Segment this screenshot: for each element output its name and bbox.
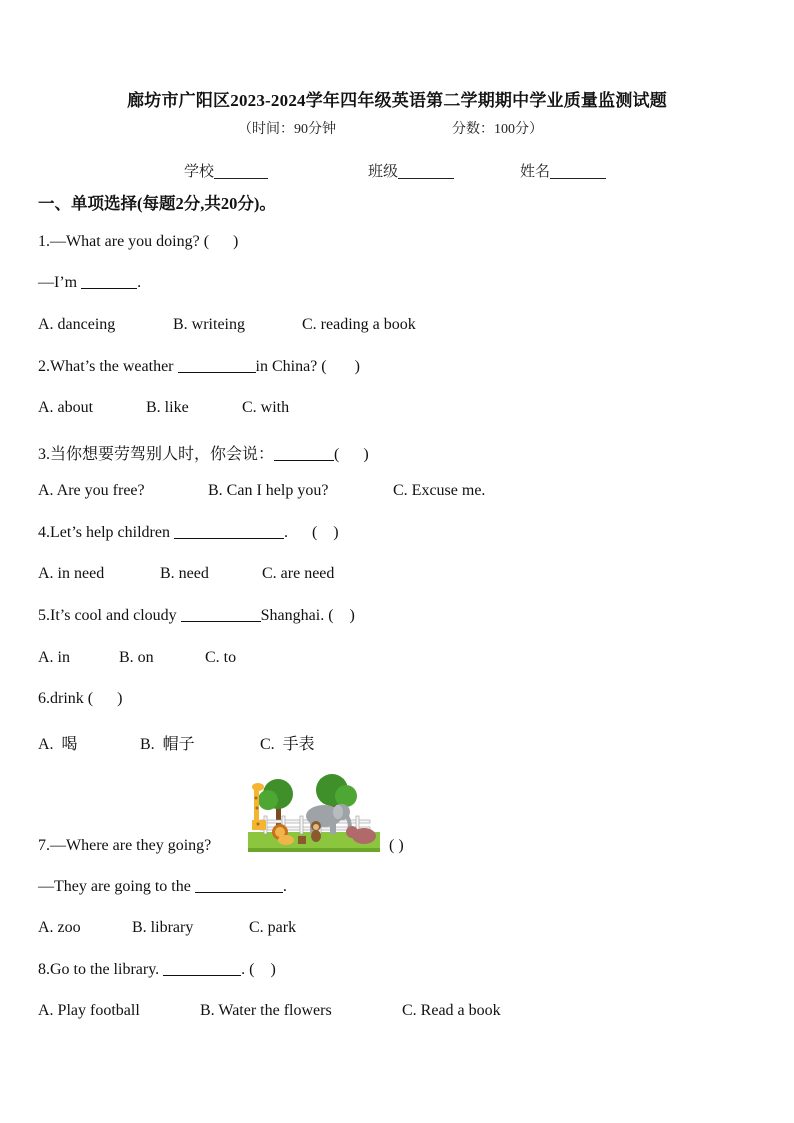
q6-stem: 6.drink ( )	[38, 690, 123, 707]
q1-stem: 1.—What are you doing? ( )	[38, 233, 239, 250]
q3-stem-post: ( )	[334, 446, 369, 463]
q4-option-c[interactable]: C. are need	[262, 565, 335, 582]
q1-answer-prefix: —I’m	[38, 274, 82, 291]
zoo-picture	[246, 774, 382, 854]
zoo-grass-edge	[248, 848, 380, 852]
q4-option-b[interactable]: B. need	[160, 565, 209, 582]
q5-stem-pre: 5.It’s cool and cloudy	[38, 607, 181, 624]
q7-option-a[interactable]: A. zoo	[38, 919, 81, 936]
class-field	[368, 160, 454, 181]
q1-answer-line	[38, 274, 141, 292]
q8-stem	[38, 961, 276, 979]
tree-crown-left-2	[258, 790, 278, 810]
q2-stem-pre: 2.What’s the weather	[38, 358, 178, 375]
q1-blank[interactable]	[81, 274, 137, 289]
exam-time: （时间：90分钟	[238, 122, 336, 137]
q7-answer-suffix: .	[282, 878, 287, 895]
q5-stem-post: Shanghai. ( )	[260, 607, 355, 624]
q5-stem	[38, 607, 355, 625]
school-label: 学校	[184, 164, 215, 180]
q7-answer-prefix: —They are going to the	[38, 878, 195, 895]
q8-stem-post: . ( )	[241, 961, 276, 978]
q1-answer-suffix: .	[137, 274, 142, 291]
q4-blank[interactable]	[174, 524, 284, 539]
school-blank[interactable]	[214, 162, 268, 179]
q3-option-c[interactable]: C. Excuse me.	[393, 482, 486, 499]
q8-option-b[interactable]: B. Water the flowers	[200, 1002, 332, 1019]
q6-option-b[interactable]: B. 帽子	[140, 736, 195, 753]
q7-option-b[interactable]: B. library	[132, 919, 194, 936]
name-field	[520, 160, 606, 181]
q4-option-a[interactable]: A. in need	[38, 565, 105, 582]
q5-option-c[interactable]: C. to	[205, 649, 237, 666]
q8-blank[interactable]	[163, 961, 241, 976]
q1-option-b[interactable]: B. writeing	[173, 316, 245, 333]
q8-option-a[interactable]: A. Play football	[38, 1002, 140, 1019]
q7-answer-line	[38, 878, 287, 896]
q4-stem	[38, 524, 339, 542]
q4-stem-pre: 4.Let’s help children	[38, 524, 174, 541]
q2-option-a[interactable]: A. about	[38, 399, 94, 416]
q6-option-c[interactable]: C. 手表	[260, 736, 315, 753]
q1-option-c[interactable]: C. reading a book	[302, 316, 416, 333]
name-blank[interactable]	[550, 162, 606, 179]
q3-stem-pre: 3.当你想要劳驾别人时，你会说：	[38, 446, 275, 463]
tree-stump	[298, 836, 306, 844]
class-blank[interactable]	[398, 162, 454, 179]
q3-blank[interactable]	[274, 446, 334, 461]
q8-stem-pre: 8.Go to the library.	[38, 961, 164, 978]
q5-option-b[interactable]: B. on	[119, 649, 154, 666]
q7-stem: 7.—Where are they going?	[38, 837, 212, 854]
q8-option-c[interactable]: C. Read a book	[402, 1002, 501, 1019]
q2-stem	[38, 358, 360, 376]
name-label: 姓名	[520, 164, 551, 180]
section-heading: 一、单项选择(每题2分,共20分)。	[38, 194, 276, 213]
q2-option-c[interactable]: C. with	[242, 399, 290, 416]
q2-blank[interactable]	[178, 358, 256, 373]
q5-option-a[interactable]: A. in	[38, 649, 70, 666]
q3-option-b[interactable]: B. Can I help you?	[208, 482, 329, 499]
q4-stem-post: . ( )	[283, 524, 339, 541]
q1-option-a[interactable]: A. danceing	[38, 316, 116, 333]
exam-score: 分数：100分）	[452, 122, 543, 137]
q3-stem	[38, 441, 369, 464]
q7-paren: ( )	[389, 837, 404, 854]
exam-title: 廊坊市广阳区2023-2024学年四年级英语第二学期期中学业质量监测试题	[127, 91, 667, 110]
q7-option-c[interactable]: C. park	[249, 919, 297, 936]
tree-crown-right-2	[335, 785, 357, 807]
q3-option-a[interactable]: A. Are you free?	[38, 482, 145, 499]
q2-option-b[interactable]: B. like	[146, 399, 189, 416]
class-label: 班级	[368, 164, 399, 180]
q6-option-a[interactable]: A. 喝	[38, 736, 78, 753]
q5-blank[interactable]	[181, 607, 261, 622]
q7-blank[interactable]	[195, 878, 283, 893]
school-field	[184, 160, 268, 181]
q2-stem-post: in China? ( )	[255, 358, 360, 375]
